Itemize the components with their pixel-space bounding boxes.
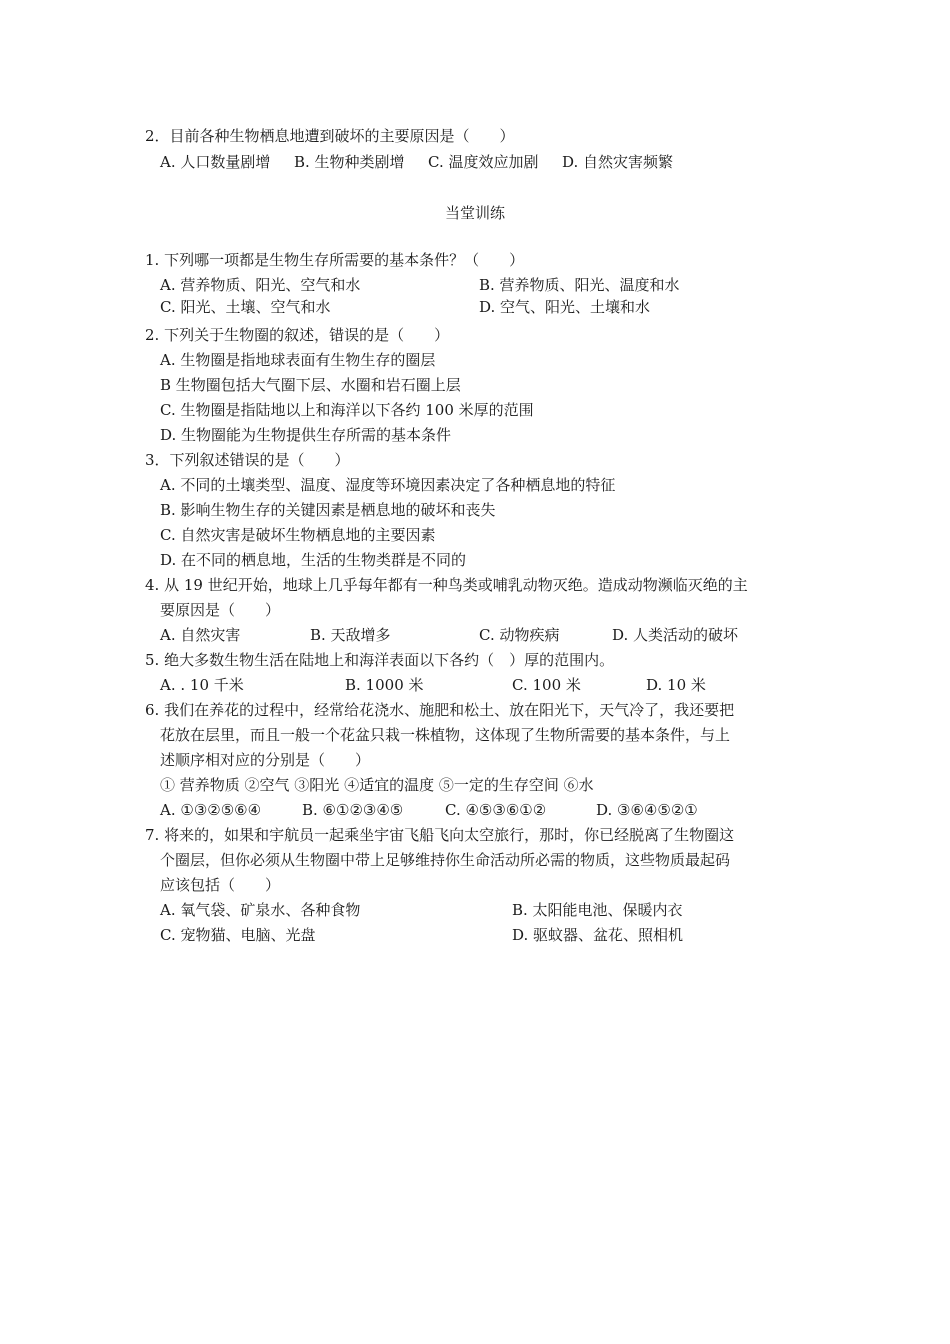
q4-option-d: D. 人类活动的破坏 [612, 626, 739, 644]
q2-option-d: D. 生物圈能为生物提供生存所需的基本条件 [160, 426, 452, 444]
q1-stem: 1. 下列哪一项都是生物生存所需要的基本条件？（ ） [145, 251, 525, 269]
prev-q2-option-a: A. 人口数量剧增 [160, 153, 271, 171]
prev-q2-stem: 2．目前各种生物栖息地遭到破坏的主要原因是（ ） [145, 127, 515, 145]
q3-option-b: B. 影响生物生存的关键因素是栖息地的破坏和丧失 [160, 501, 496, 519]
q7-stem-line1: 7. 将来的，如果和宇航员一起乘坐宇宙飞船飞向太空旅行，那时，你已经脱离了生物圈这 [145, 826, 735, 844]
prev-q2-option-b: B. 生物种类剧增 [294, 153, 405, 171]
q2-option-c: C. 生物圈是指陆地以上和海洋以下各约 100 米厚的范围 [160, 401, 534, 419]
q4-option-b: B. 天敌增多 [310, 626, 391, 644]
q7-option-a: A. 氧气袋、矿泉水、各种食物 [160, 901, 361, 919]
q5-option-a: A. . 10 千米 [160, 676, 244, 694]
prev-q2-option-c: C. 温度效应加剧 [428, 153, 539, 171]
q5-stem: 5. 绝大多数生物生活在陆地上和海洋表面以下各约（ ）厚的范围内。 [145, 651, 615, 669]
q1-option-c: C. 阳光、土壤、空气和水 [160, 298, 331, 316]
q3-stem: 3．下列叙述错误的是（ ） [145, 451, 350, 469]
q6-option-c: C. ④⑤③⑥①② [445, 801, 547, 819]
q4-stem-line1: 4. 从 19 世纪开始，地球上几乎每年都有一种鸟类或哺乳动物灭绝。造成动物濒临灭绝的主 [145, 576, 748, 594]
q7-stem-line3: 应该包括（ ） [160, 876, 281, 894]
q2-stem: 2. 下列关于生物圈的叙述，错误的是（ ） [145, 326, 450, 344]
q6-option-d: D. ③⑥④⑤②① [596, 801, 698, 819]
q1-option-b: B. 营养物质、阳光、温度和水 [479, 276, 680, 294]
q3-option-d: D. 在不同的栖息地，生活的生物类群是不同的 [160, 551, 467, 569]
q4-stem-line2: 要原因是（ ） [160, 601, 281, 619]
q3-option-c: C. 自然灾害是破坏生物栖息地的主要因素 [160, 526, 436, 544]
q6-stem-line2: 花放在层里，而且一般一个花盆只栽一株植物，这体现了生物所需要的基本条件，与上 [160, 726, 731, 744]
q5-option-b: B. 1000 米 [345, 676, 424, 694]
q7-stem-line2: 个圈层，但你必须从生物圈中带上足够维持你生命活动所必需的物质，这些物质最起码 [160, 851, 731, 869]
q6-option-b: B. ⑥①②③④⑤ [302, 801, 404, 819]
q6-option-a: A. ①③②⑤⑥④ [160, 801, 262, 819]
section-title: 当堂训练 [444, 204, 505, 222]
q2-option-a: A. 生物圈是指地球表面有生物生存的圈层 [160, 351, 436, 369]
q6-condition-list: ① 营养物质 ②空气 ③阳光 ④适宜的温度 ⑤一定的生存空间 ⑥水 [160, 776, 594, 794]
q3-option-a: A. 不同的土壤类型、温度、湿度等环境因素决定了各种栖息地的特征 [160, 476, 616, 494]
q6-stem-line3: 述顺序相对应的分别是（ ） [160, 751, 371, 769]
q2-option-b: B 生物圈包括大气圈下层、水圈和岩石圈上层 [160, 376, 461, 394]
q1-option-a: A. 营养物质、阳光、空气和水 [160, 276, 361, 294]
prev-q2-option-d: D. 自然灾害频繁 [562, 153, 674, 171]
q1-option-d: D. 空气、阳光、土壤和水 [479, 298, 651, 316]
q7-option-d: D. 驱蚊器、盆花、照相机 [512, 926, 684, 944]
q4-option-a: A. 自然灾害 [160, 626, 241, 644]
q7-option-c: C. 宠物猫、电脑、光盘 [160, 926, 316, 944]
q6-stem-line1: 6. 我们在养花的过程中，经常给花浇水、施肥和松土、放在阳光下，天气冷了，我还要把 [145, 701, 735, 719]
q4-option-c: C. 动物疾病 [479, 626, 560, 644]
q7-option-b: B. 太阳能电池、保暖内衣 [512, 901, 683, 919]
q5-option-c: C. 100 米 [512, 676, 581, 694]
q5-option-d: D. 10 米 [646, 676, 706, 694]
